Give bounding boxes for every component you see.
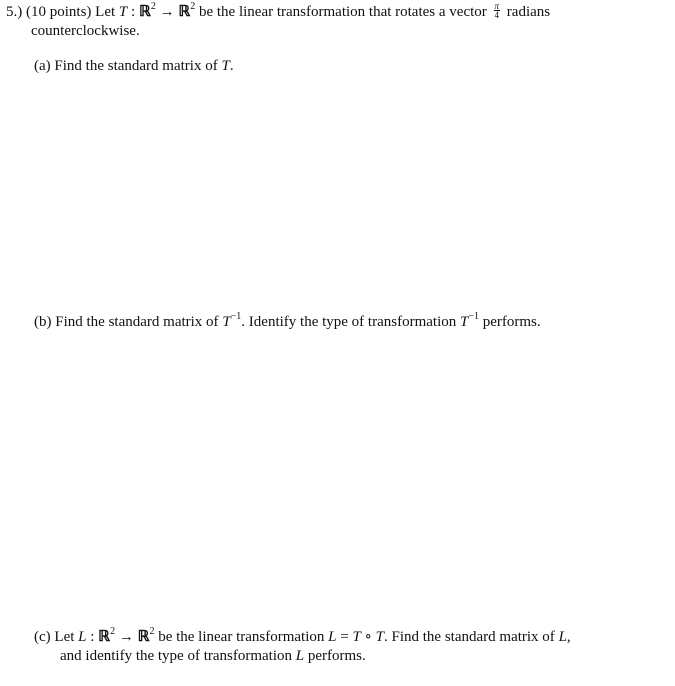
- problem-number: 5.): [6, 4, 23, 20]
- part-c-domain-exp: 2: [110, 626, 116, 637]
- codomain-exponent: 2: [190, 1, 196, 12]
- domain-space: ℝ: [138, 4, 151, 20]
- part-c-colon: :: [90, 629, 95, 645]
- problem-points: (10 points): [26, 4, 92, 20]
- part-c-compose: ∘: [364, 629, 372, 645]
- part-c-codomain-exp: 2: [149, 626, 155, 637]
- part-a-map: T: [221, 58, 230, 74]
- angle-fraction: [494, 2, 501, 19]
- radians-text: radians: [506, 4, 551, 20]
- problem-5-line-1: [6, 3, 666, 22]
- part-c-line2-text-2: performs.: [307, 648, 366, 664]
- part-c-comma: ,: [566, 629, 571, 645]
- part-b-text-1: Find the standard matrix of: [55, 314, 219, 330]
- part-c-line2-map: L: [295, 648, 305, 664]
- part-c-eq-t2: T: [375, 629, 384, 645]
- part-b-text-3: performs.: [482, 314, 541, 330]
- part-a: [34, 57, 664, 76]
- part-b: [34, 313, 664, 332]
- part-b-text-2: . Identify the type of transformation: [241, 314, 457, 330]
- rotation-text: be the linear transformation that rotates a vector: [198, 4, 487, 20]
- part-b-exp-1: −1: [230, 311, 242, 322]
- map-t: T: [118, 4, 128, 20]
- part-c-map: L: [78, 629, 87, 645]
- part-a-label: (a): [34, 58, 51, 74]
- part-b-label: (b): [34, 314, 52, 330]
- angle-denominator: 4: [494, 10, 500, 21]
- part-b-exp-2: −1: [468, 311, 479, 322]
- problem-5: [6, 3, 666, 41]
- part-c-line2-text-1: and identify the type of transformation: [60, 648, 293, 664]
- arrow: →: [159, 4, 175, 20]
- part-c-eq-t1: T: [352, 629, 361, 645]
- part-b-map-1: T: [222, 314, 231, 330]
- part-c-let: Let: [54, 629, 75, 645]
- part-c-domain: ℝ: [98, 629, 111, 645]
- part-c-arrow: →: [118, 629, 134, 645]
- part-c-eq-lhs: L: [328, 629, 337, 645]
- part-c-line-1: [34, 628, 664, 647]
- part-a-end: .: [229, 58, 234, 74]
- part-c-eq-sign: =: [340, 629, 349, 645]
- part-c-codomain: ℝ: [137, 629, 150, 645]
- domain-exponent: 2: [150, 1, 156, 12]
- part-c: [34, 628, 664, 666]
- part-c-line-2: [34, 647, 664, 666]
- colon: :: [131, 4, 136, 20]
- part-b-map-2: T: [459, 314, 469, 330]
- problem-5-line-2: counterclockwise.: [31, 23, 140, 39]
- angle-numerator: π: [494, 1, 500, 12]
- part-c-label: (c): [34, 629, 51, 645]
- problem-let: Let: [95, 4, 116, 20]
- part-c-text-1: be the linear transformation: [158, 629, 325, 645]
- part-c-map-2: L: [558, 629, 567, 645]
- part-c-text-2: . Find the standard matrix of: [384, 629, 555, 645]
- codomain-space: ℝ: [178, 4, 191, 20]
- part-a-text: Find the standard matrix of: [54, 58, 218, 74]
